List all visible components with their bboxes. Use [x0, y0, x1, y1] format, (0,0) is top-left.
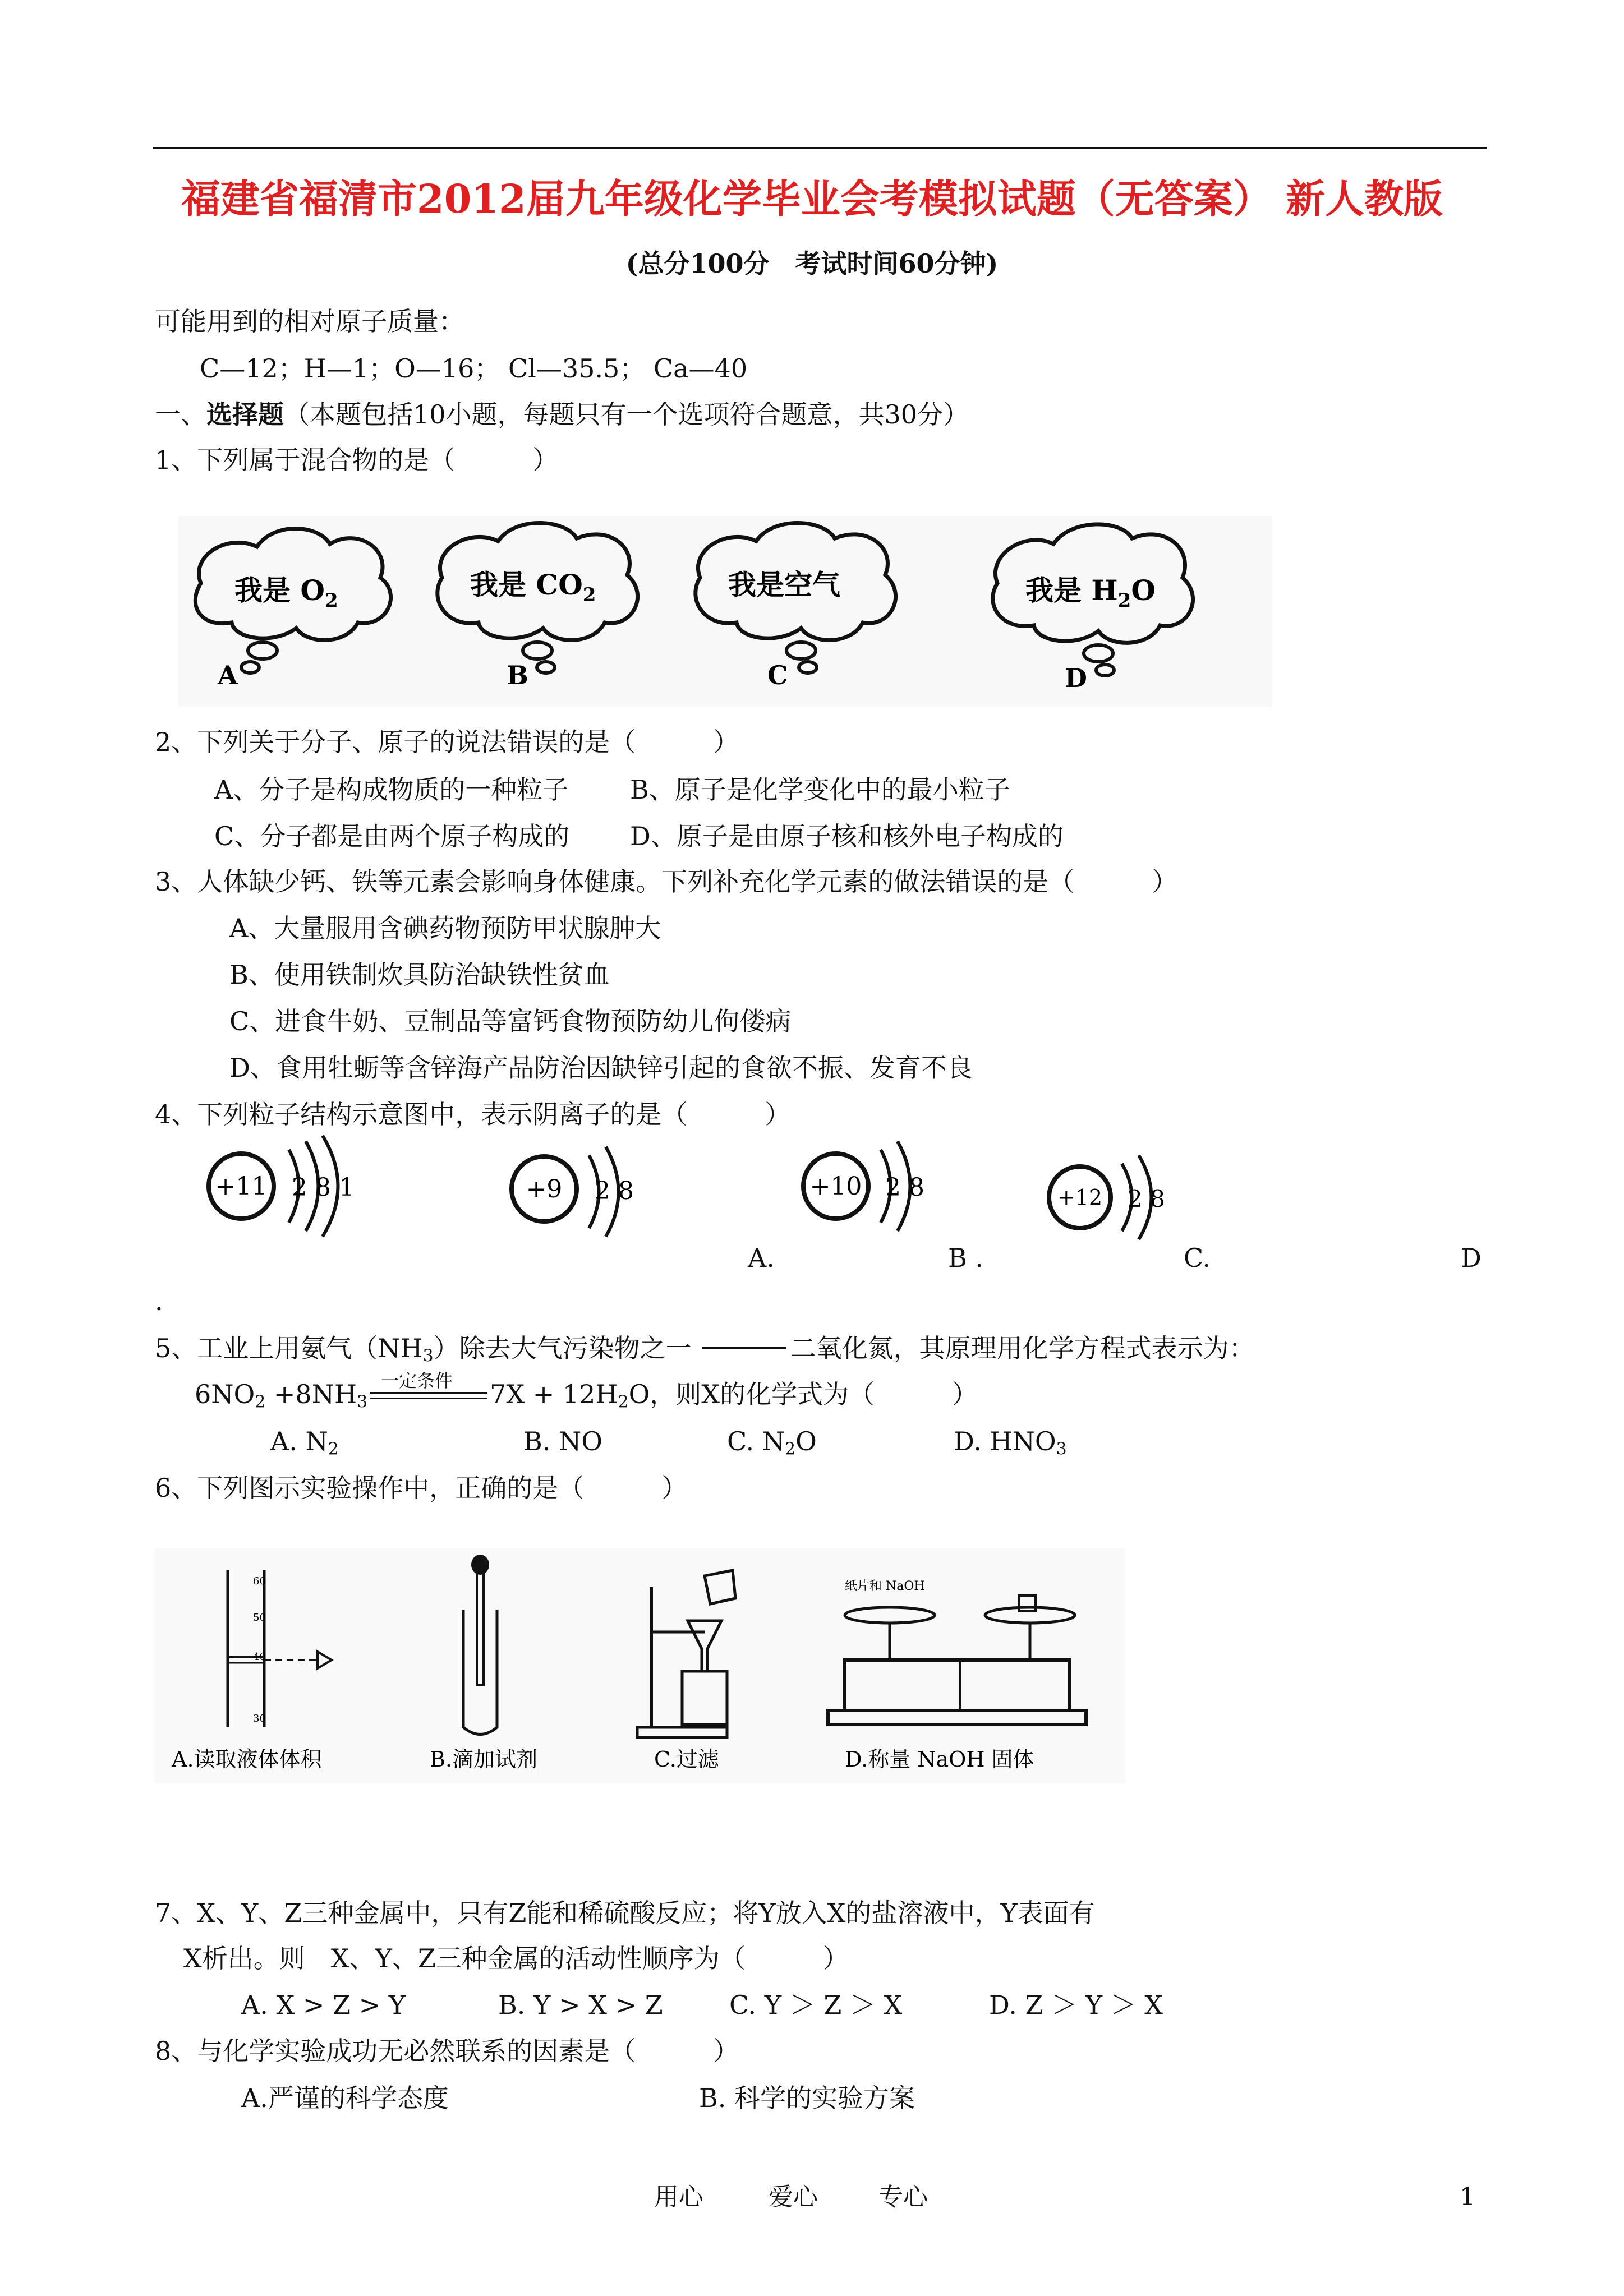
q1-thought-bubbles-figure: [178, 516, 1272, 707]
question-1-stem: 1、下列属于混合物的是（ ）: [155, 445, 559, 475]
q5-option-b[interactable]: B. NO: [523, 1426, 603, 1456]
q3-option-b[interactable]: B、使用铁制炊具防治缺铁性贫血: [229, 960, 610, 990]
question-7-stem-line1: 7、X、Y、Z三种金属中，只有Z能和稀硫酸反应；将Y放入X的盐溶液中，Y表面有: [155, 1898, 1095, 1928]
page-number: 1: [1460, 2183, 1475, 2211]
q4-option-d[interactable]: D: [1461, 1243, 1482, 1273]
q5-option-d[interactable]: D. $HNO_3$: [954, 1426, 1067, 1459]
q4-atom-diagrams: [191, 1133, 1279, 1251]
question-6-stem: 6、下列图示实验操作中，正确的是（ ）: [155, 1473, 688, 1503]
q5-condition: 一定条件: [381, 1370, 453, 1391]
q8-option-b[interactable]: B. 科学的实验方案: [699, 2083, 915, 2113]
q4-option-b[interactable]: B .: [948, 1243, 984, 1273]
question-7-stem-line2: X析出。则 X、Y、Z三种金属的活动性顺序为（ ）: [183, 1943, 849, 1974]
question-4-stem: 4、下列粒子结构示意图中，表示阴离子的是（ ）: [155, 1099, 791, 1129]
section-number: 一、: [155, 399, 206, 430]
q7-option-a[interactable]: A. X > Z > Y: [241, 1990, 406, 2020]
q7-option-b[interactable]: B. Y > X > Z: [498, 1990, 663, 2020]
section-1-heading: [155, 398, 969, 431]
q2-option-b[interactable]: B、原子是化学变化中的最小粒子: [630, 774, 1010, 805]
bubble-d-text: 我是 $H_2O$: [1025, 574, 1156, 612]
atom-2-nucleus: +9: [526, 1175, 563, 1204]
op-a-caption: A.读取液体体积: [172, 1747, 322, 1772]
bubble-c-text: 我是空气: [728, 568, 840, 601]
q7-option-d[interactable]: D. Z ＞ Y ＞ X: [989, 1990, 1163, 2020]
q5-dash: [702, 1347, 786, 1349]
bubble-a-letter: A: [218, 660, 238, 690]
header-rule: [153, 147, 1487, 149]
q5-option-a[interactable]: A. $N_2$: [270, 1426, 339, 1459]
atom-diagram-2: [512, 1147, 634, 1237]
section-desc: （本题包括10小题，每题只有一个选项符合题意，共30分）: [284, 399, 969, 430]
atomic-mass-heading: 可能用到的相对原子质量：: [155, 306, 464, 336]
page-title: 福建省福清市2012届九年级化学毕业会考模拟试题（无答案） 新人教版: [181, 176, 1443, 222]
atom-2-shells: 2 8: [595, 1177, 634, 1205]
footer-motto-1: 用心: [654, 2183, 703, 2211]
q6-lab-operations-figure: [155, 1548, 1125, 1783]
tick-30: 30: [253, 1713, 266, 1725]
bubble-a-text: 我是 $O_2$: [234, 574, 338, 612]
q3-option-d[interactable]: D、食用牡蛎等含锌海产品防治因缺锌引起的食欲不振、发育不良: [229, 1053, 973, 1083]
atom-1-shells: 2 8 1: [292, 1173, 355, 1202]
question-2-stem: 2、下列关于分子、原子的说法错误的是（ ）: [155, 727, 739, 757]
q4-option-c[interactable]: C.: [1184, 1243, 1211, 1273]
footer-motto-2: 爱心: [769, 2183, 818, 2211]
op-b-caption: B.滴加试剂: [430, 1747, 538, 1772]
atomic-mass-values: C—12；H—1；O—16； Cl—35.5； Ca—40: [200, 353, 748, 384]
q4-trailing-dot: .: [155, 1286, 163, 1316]
bubble-b-text: 我是 $CO_2$: [470, 568, 596, 606]
bubble-c-letter: C: [767, 660, 788, 690]
atom-1-nucleus: +11: [215, 1172, 268, 1201]
atom-diagram-3: [803, 1141, 924, 1231]
op-c-caption: C.过滤: [654, 1747, 719, 1772]
q2-option-d[interactable]: D、原子是由原子核和核外电子构成的: [630, 821, 1064, 851]
footer-motto-3: 专心: [878, 2183, 928, 2211]
q7-option-c[interactable]: C. Y ＞ Z ＞ X: [729, 1990, 903, 2020]
atom-diagram-4: [1049, 1155, 1165, 1239]
tick-50: 50: [253, 1612, 266, 1624]
atom-diagram-1: [209, 1136, 355, 1237]
q8-option-a[interactable]: A.严谨的科学态度: [241, 2083, 449, 2113]
question-8-stem: 8、与化学实验成功无必然联系的因素是（ ）: [155, 2036, 739, 2066]
atom-3-nucleus: +10: [809, 1172, 862, 1201]
question-5-stem: 5、工业上用氨气$(NH_3)$除去大气污染物之一 二氧化氮，其原理用化学方程式表示为：: [155, 1333, 1255, 1366]
atom-4-shells: 2 8: [1128, 1185, 1165, 1212]
atom-3-shells: 2 8: [885, 1173, 924, 1202]
q3-option-a[interactable]: A、大量服用含碘药物预防甲状腺肿大: [229, 913, 661, 943]
q2-option-a[interactable]: A、分子是构成物质的一种粒子: [214, 774, 569, 805]
bubble-b-letter: B: [507, 660, 528, 690]
tick-60: 60: [253, 1575, 266, 1587]
q4-option-a[interactable]: A.: [748, 1243, 775, 1273]
q3-option-c[interactable]: C、进食牛奶、豆制品等富钙食物预防幼儿佝偻病: [229, 1006, 792, 1036]
op-d-caption: D.称量 NaOH 固体: [845, 1747, 1034, 1772]
question-3-stem: 3、人体缺少钙、铁等元素会影响身体健康。下列补充化学元素的做法错误的是（ ）: [155, 866, 1178, 897]
q5-equation: $6NO_2 +8NH_3$ 一定条件 $7X + 12H_2O$，则X的化学式为（ ）: [195, 1377, 978, 1419]
q2-option-c[interactable]: C、分子都是由两个原子构成的: [214, 821, 570, 851]
q5-option-c[interactable]: C. $N_2O$: [727, 1426, 817, 1459]
page-subtitle: (总分100分 考试时间60分钟): [625, 248, 999, 279]
section-name: 选择题: [206, 399, 284, 430]
balance-label: 纸片和 NaOH: [845, 1579, 925, 1593]
atom-4-nucleus: +12: [1057, 1185, 1103, 1210]
q5-reaction-arrow: [370, 1370, 487, 1403]
tick-40: 40: [253, 1651, 266, 1663]
bubble-d-letter: D: [1065, 663, 1087, 693]
